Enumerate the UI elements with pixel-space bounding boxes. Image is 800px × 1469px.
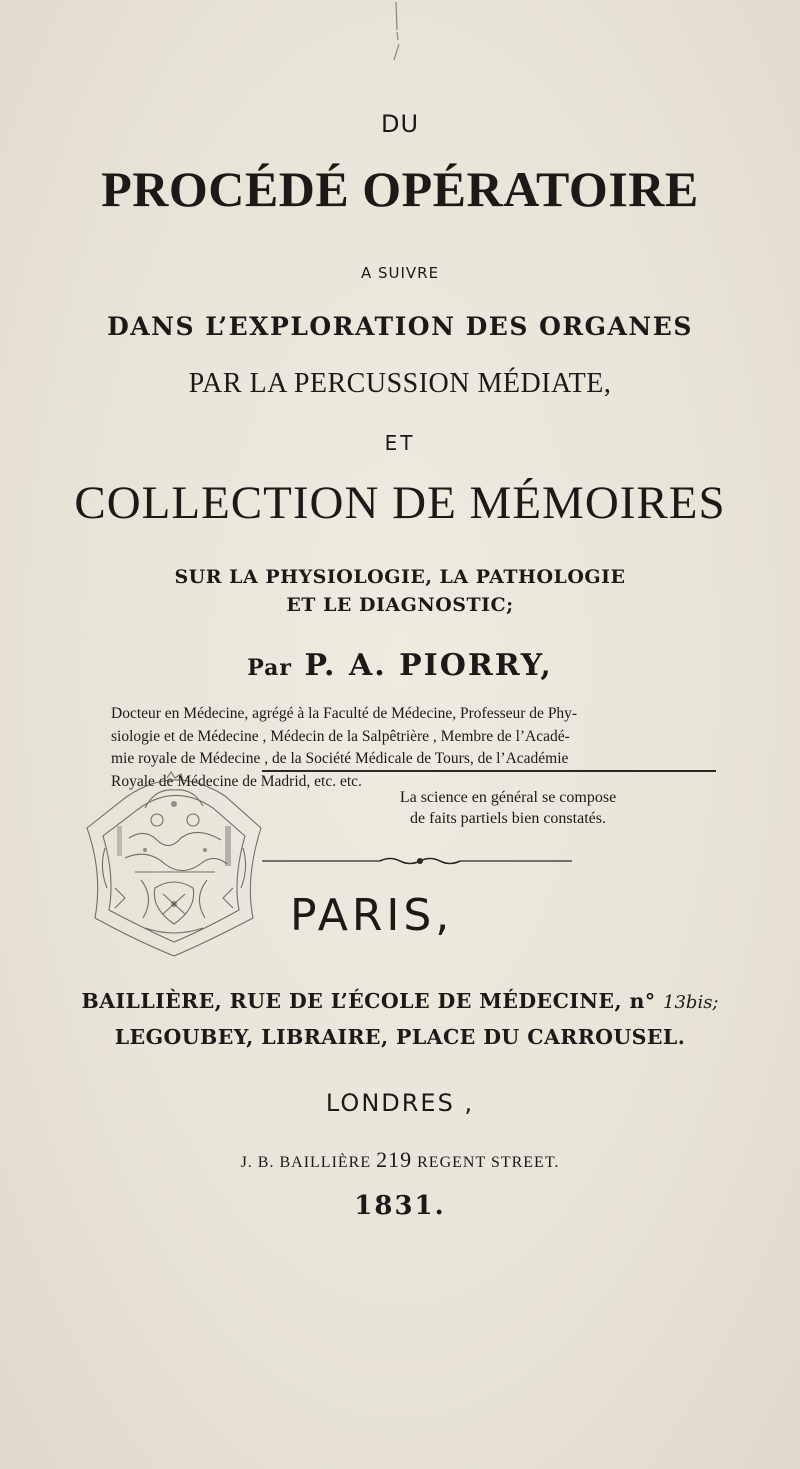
et-line: ET — [384, 431, 416, 455]
credentials-line: Royale de Médecine de Madrid, etc. etc. — [111, 772, 362, 790]
credentials-line: siologie et de Médecine , Médecin de la Salpêtrière , Membre de l’Acadé- — [111, 727, 570, 745]
credentials-line: Docteur en Médecine, agrégé à la Faculté de Médecine, Professeur de Phy- — [111, 705, 578, 722]
author-line — [0, 648, 800, 683]
london-publisher-line — [0, 1147, 800, 1173]
main-title: PROCÉDÉ OPÉRATOIRE — [101, 161, 699, 217]
du-heading: DU — [380, 110, 420, 138]
subtitle-line-1: DANS L’EXPLORATION DES ORGANES — [107, 312, 693, 341]
author-prefix: Par — [247, 655, 293, 681]
publisher-line-1 — [0, 989, 800, 1013]
publisher-line-2: LEGOUBEY, LIBRAIRE, PLACE DU CARROUSEL. — [114, 1025, 686, 1049]
london-heading: LONDRES , — [325, 1089, 475, 1117]
epigraph — [288, 787, 728, 829]
motto-rule — [262, 770, 716, 772]
subtitle-line-2: PAR LA PERCUSSION MÉDIATE, — [188, 368, 612, 399]
london-number: 219 — [376, 1147, 413, 1172]
london-publisher: J. B. BAILLIÈRE — [240, 1154, 372, 1171]
publisher-emblem-icon — [85, 768, 263, 958]
author-name: P. A. PIORRY, — [304, 648, 553, 683]
london-street: REGENT STREET. — [417, 1154, 560, 1171]
imprint-city: PARIS, — [290, 890, 454, 941]
credentials-line: mie royale de Médecine , de la Société Médicale de Tours, de l’Académie — [111, 750, 569, 767]
subject-line-1: SUR LA PHYSIOLOGIE, LA PATHOLOGIE — [174, 566, 626, 588]
second-title: COLLECTION DE MÉMOIRES — [74, 477, 726, 529]
epigraph-line-2: de faits partiels bien constatés. — [410, 810, 606, 827]
ink-mark-icon — [386, 0, 406, 62]
subject-line-2: ET LE DIAGNOSTIC; — [286, 594, 514, 616]
ornament-divider-icon — [262, 855, 572, 867]
a-suivre-line: A SUIVRE — [360, 264, 440, 282]
publication-year: 1831. — [354, 1191, 446, 1221]
publisher-1-number: 13bis; — [663, 992, 719, 1013]
epigraph-line-1: La science en général se compose — [399, 789, 617, 806]
publisher-1-text: BAILLIÈRE, RUE DE L’ÉCOLE DE MÉDECINE, n° — [81, 989, 656, 1013]
